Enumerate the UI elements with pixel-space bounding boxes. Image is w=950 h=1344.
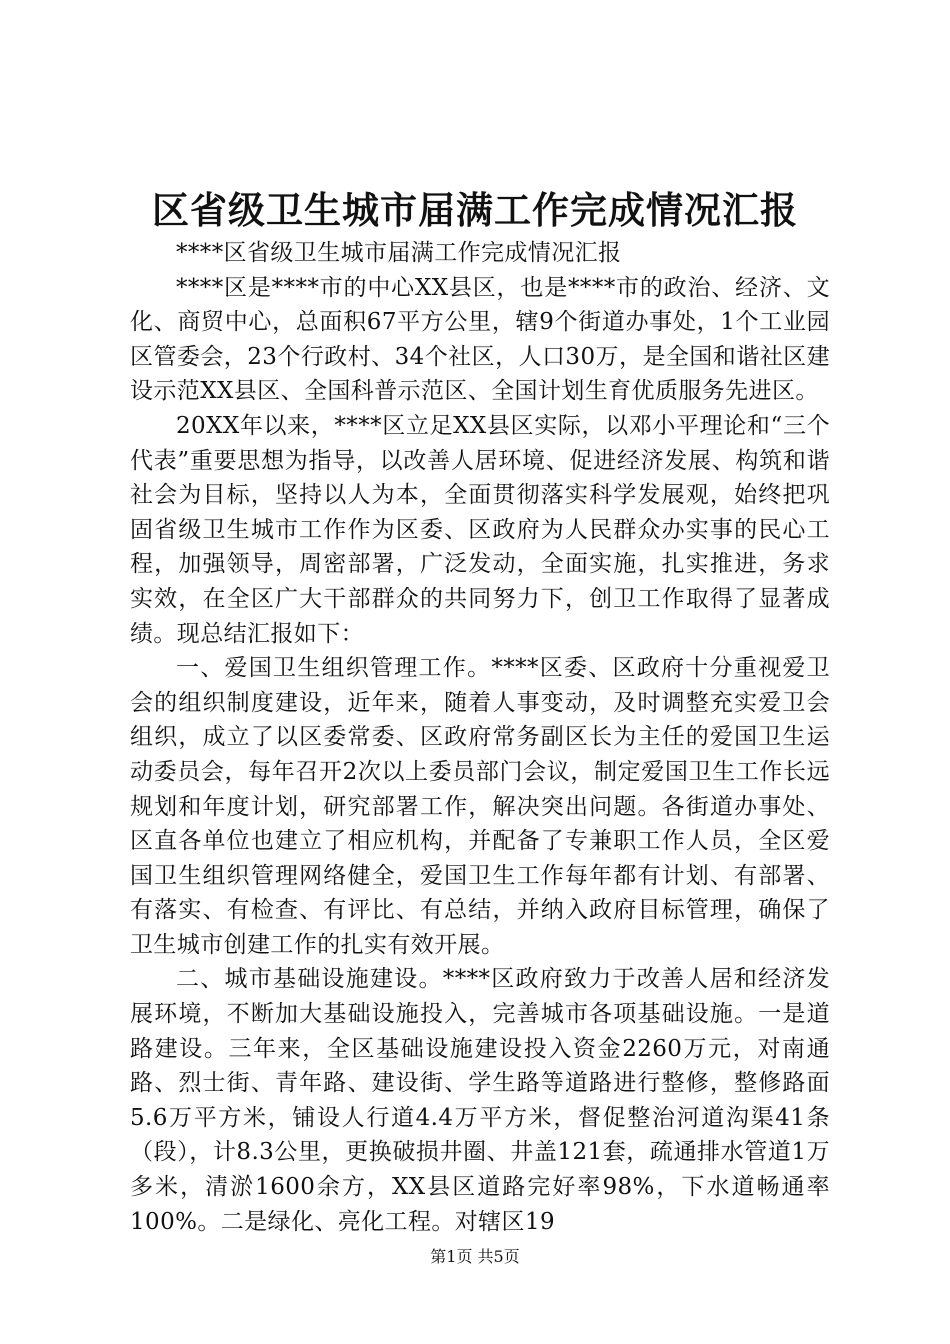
- paragraph-section-2: 二、城市基础设施建设。****区政府致力于改善人居和经济发展环境，不断加大基础设施投入，完善城市各项基础设施。一是道路建设。三年来，全区基础设施建设投入资金2260万元，对南通路、烈士街、青年路、建设街、学生路等道路进行整修，整修路面5.6万平方米，铺设人行道4.4万平方米，督促整治河道沟渠41条（段），计8.3公里，更换破损井圈、井盖121套，疏通排水管道1万多米，清淤1600余方，XX县区道路完好率98%，下水道畅通率100%。二是绿化、亮化工程。对辖区19: [130, 966, 830, 1235]
- document-body: [130, 236, 830, 1239]
- page-number-footer: 第1页 共5页: [430, 1247, 520, 1266]
- paragraph-summary: 20XX年以来，****区立足XX县区实际，以邓小平理论和“三个代表”重要思想为指导，以改善人居环境、促进经济发展、构筑和谐社会为目标，坚持以人为本，全面贯彻落实科学发展观，始终把巩固省级卫生城市工作作为区委、区政府为人民群众办实事的民心工程，加强领导，周密部署，广泛发动，全面实施，扎实推进，务求实效，在全区广大干部群众的共同努力下，创卫工作取得了显著成绩。现总结汇报如下：: [130, 412, 830, 647]
- paragraph-section-1: 一、爱国卫生组织管理工作。****区委、区政府十分重视爱卫会的组织制度建设，近年来，随着人事变动，及时调整充实爱卫会组织，成立了以区委常委、区政府常务副区长为主任的爱国卫生运动委员会，每年召开2次以上委员部门会议，制定爱国卫生工作长远规划和年度计划，研究部署工作，解决突出问题。各街道办事处、区直各单位也建立了相应机构，并配备了专兼职工作人员，全区爱国卫生组织管理网络健全，爱国卫生工作每年都有计划、有部署、有落实、有检查、有评比、有总结，并纳入政府目标管理，确保了卫生城市创建工作的扎实有效开展。: [130, 655, 830, 958]
- paragraph-subtitle: ****区省级卫生城市届满工作完成情况汇报: [176, 240, 622, 266]
- document-title: 区省级卫生城市届满工作完成情况汇报: [152, 188, 798, 232]
- paragraph-overview: ****区是****市的中心XX县区，也是****市的政治、经济、文化、商贸中心，总面积67平方公里，辖9个街道办事处，1个工业园区管委会，23个行政村、34个社区，人口30万，是全国和谐社区建设示范XX县区、全国科普示范区、全国计划生育优质服务先进区。: [130, 274, 830, 405]
